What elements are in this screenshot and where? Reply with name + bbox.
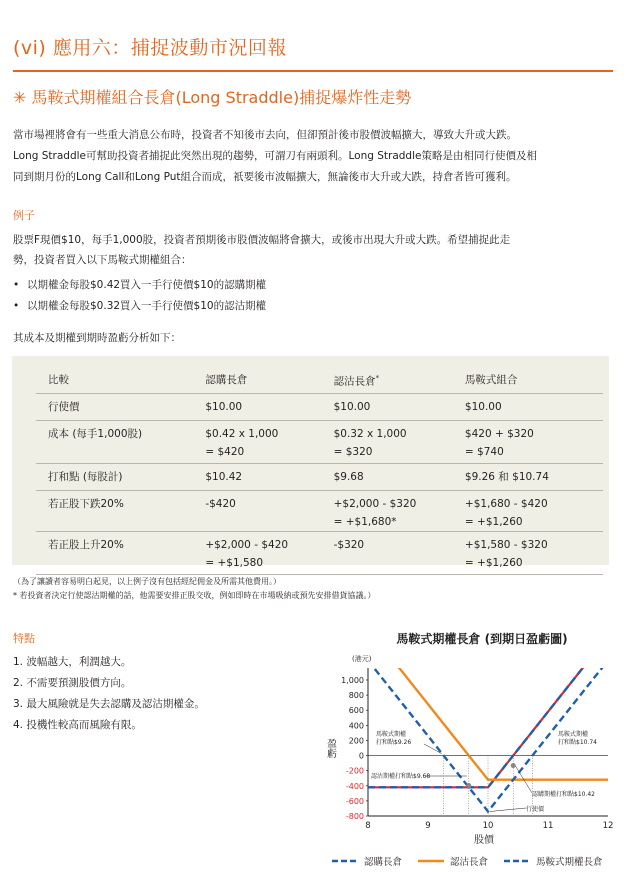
y-tick-label: 600	[348, 706, 364, 716]
feature-item: 2. 不需要預測股價方向。	[13, 677, 132, 689]
feature-item: 4. 投機性較高而風險有限。	[13, 719, 142, 731]
example-paragraph	[13, 230, 613, 270]
annotation-text: 行使價	[526, 806, 545, 813]
table-header-cell: 馬鞍式組合	[465, 366, 603, 394]
y-tick-label: -800	[345, 812, 364, 821]
table-cell	[205, 394, 333, 421]
example-label: 例子	[13, 209, 35, 222]
cell-line: $0.32 x 1,000	[333, 428, 407, 440]
y-tick-label: 0	[358, 751, 364, 761]
table-cell	[465, 464, 603, 491]
legend-label: 認購長倉	[364, 857, 403, 868]
feature-item: 3. 最大風險就是失去認購及認沽期權金。	[13, 698, 205, 710]
table-cell	[36, 532, 205, 575]
chart-title: 馬鞍式期權長倉 (到期日盈虧圖)	[396, 632, 568, 646]
y-tick-label: -400	[345, 781, 364, 791]
cell-line: 打和點 (每股計)	[48, 471, 123, 483]
footnotes	[13, 575, 376, 603]
table-cell	[334, 421, 465, 464]
cell-line: $10.00	[205, 401, 243, 413]
footnote: （為了讓讀者容易明白起見，以上例子沒有包括經紀佣金及所需其他費用。）	[13, 577, 281, 586]
table-cell	[334, 532, 465, 575]
cell-line: 行使價	[48, 401, 80, 413]
y-tick-label: 800	[348, 691, 364, 701]
bullet-text: 以期權金每股$0.42買入一手行使價$10的認購期權	[27, 279, 267, 291]
annotation-text: 打和點$9.26	[376, 739, 412, 746]
legend-label: 認沽長倉	[450, 857, 489, 868]
table-cell	[465, 394, 603, 421]
table-cell	[334, 464, 465, 491]
table-header-cell	[334, 366, 465, 394]
feature-item: 1. 波幅越大，利潤越大。	[13, 656, 132, 668]
table-row	[36, 464, 603, 491]
cell-line: -$420	[205, 498, 236, 510]
x-tick-label: 9	[425, 821, 431, 831]
footnote: * 若投資者決定行使認沽期權的話，他需要安排正股交收，例如即時在市場吸納或預先安排借貨協議。）	[13, 591, 376, 600]
bullet-text: 以期權金每股$0.32買入一手行使價$10的認沽期權	[27, 300, 267, 312]
table-cell	[205, 532, 333, 575]
intro-line: 當市場裡將會有一些重大消息公布時，投資者不知後市去向，但卻預計後市股價波幅擴大，導致大升或大跌。	[13, 129, 517, 141]
annotation-text: 馬鞍式期權	[376, 731, 407, 738]
x-tick-label: 10	[482, 821, 494, 831]
annotation-text: 認購期權打和點$10.42	[532, 791, 595, 798]
y-tick-label: 1,000	[341, 676, 364, 685]
bullet-item	[13, 296, 266, 317]
table-cell	[465, 532, 603, 575]
section-title: (vi) 應用六：捕捉波動市況回報	[13, 37, 287, 59]
intro-line: 同到期月份的Long Call和Long Put組合而成，祇要後市波幅擴大，無論後市大升或大跌，持倉者皆可獲利。	[13, 171, 517, 183]
x-tick-label: 8	[365, 821, 371, 831]
example-line: 股票F現價$10，每手1,000股，投資者預期後市股價波幅將會擴大，或後市出現大升或大跌。希望捕捉此走	[13, 234, 511, 246]
cost-intro: 其成本及期權到期時盈虧分析如下：	[13, 332, 181, 344]
cell-line: -$320	[333, 539, 365, 551]
intro-line: Long Straddle可幫助投資者捕捉此突然出現的趨勢，可謂刀有兩頭利。Long Straddle策略是由相同行使價及相	[13, 150, 537, 162]
annotation-marker	[511, 763, 516, 768]
bullet-dot-icon: •	[13, 300, 20, 312]
legend-label: 馬鞍式期權長倉	[536, 857, 603, 868]
table-cell	[36, 491, 205, 532]
intro-paragraph	[13, 125, 613, 188]
table-body	[36, 394, 603, 575]
cell-line: $0.42 x 1,000	[205, 428, 279, 440]
table-header-cell: 比較	[36, 366, 205, 394]
annotation-pointer	[490, 808, 526, 811]
features-list	[13, 652, 205, 736]
comparison-table	[36, 366, 603, 575]
y-tick-label: 400	[348, 721, 364, 731]
chart-unit-label: (港元)	[352, 655, 372, 663]
cell-line: 成本 (每手1,000股)	[48, 428, 143, 440]
header-text: 認沽長倉	[333, 375, 376, 388]
table-cell	[36, 421, 205, 464]
table-row	[36, 491, 603, 532]
example-line: 勢，投資者買入以下馬鞍式期權組合：	[13, 254, 192, 266]
y-tick-label: 200	[348, 736, 364, 746]
table-cell	[334, 394, 465, 421]
table-cell	[334, 491, 465, 532]
table-cell	[36, 464, 205, 491]
table-cell	[205, 421, 333, 464]
cell-line: $10.42	[205, 471, 243, 483]
footnote-mark: *	[375, 373, 380, 382]
x-tick-label: 11	[542, 821, 554, 831]
table-cell	[465, 421, 603, 464]
cell-line: +$1,680 - $420	[464, 498, 548, 510]
y-tick-label: -200	[345, 766, 364, 776]
table-row	[36, 532, 603, 575]
series-line-1	[368, 636, 608, 787]
y-tick-label: -600	[345, 796, 364, 806]
cell-line: 若正股上升20%	[48, 539, 124, 551]
cell-line: $9.68	[333, 471, 364, 483]
x-tick-label: 12	[602, 821, 614, 831]
cell-line: +$2,000 - $420	[205, 539, 289, 551]
table-cell	[465, 491, 603, 532]
table-row	[36, 421, 603, 464]
cell-line: $10.00	[464, 401, 502, 413]
table-cell	[36, 394, 205, 421]
section-divider	[13, 70, 613, 72]
cell-line: = +$1,680*	[333, 516, 397, 528]
annotation-marker	[466, 783, 471, 788]
cell-line: = +$1,260	[464, 516, 523, 528]
x-axis-label: 股價	[474, 835, 494, 846]
table-cell	[205, 464, 333, 491]
annotation-text: 認沽期權打和點$9.68	[371, 773, 431, 780]
bullet-list	[13, 275, 266, 317]
cell-line: +$1,580 - $320	[464, 539, 548, 551]
table-header-cell: 認購長倉	[205, 366, 333, 394]
features-label: 特點	[13, 632, 35, 645]
table-row	[36, 394, 603, 421]
annotation-text: 打和點$10.74	[558, 739, 597, 746]
y-axis-label: 盈虧	[324, 738, 336, 758]
plot-area	[341, 629, 613, 831]
table-header-row	[36, 366, 603, 394]
cell-line: = $320	[333, 446, 373, 458]
legend	[332, 856, 603, 868]
cell-line: 若正股下跌20%	[48, 498, 124, 510]
cell-line: $9.26 和 $10.74	[464, 471, 549, 483]
payoff-chart	[300, 628, 624, 880]
cell-line: = $740	[464, 446, 504, 458]
bullet-item	[13, 275, 266, 296]
bullet-dot-icon: •	[13, 279, 20, 291]
table-cell	[205, 491, 333, 532]
cell-line: +$2,000 - $320	[333, 498, 417, 510]
cell-line: $420 + $320	[464, 428, 534, 440]
annotation-text: 馬鞍式期權	[558, 731, 589, 738]
cell-line: = +$1,260	[464, 557, 523, 569]
cell-line: = $420	[205, 446, 245, 458]
cell-line: = +$1,580	[205, 557, 264, 569]
strategy-subtitle: ✳ 馬鞍式期權組合長倉(Long Straddle)捕捉爆炸性走勢	[13, 88, 412, 107]
cell-line: $10.00	[333, 401, 371, 413]
